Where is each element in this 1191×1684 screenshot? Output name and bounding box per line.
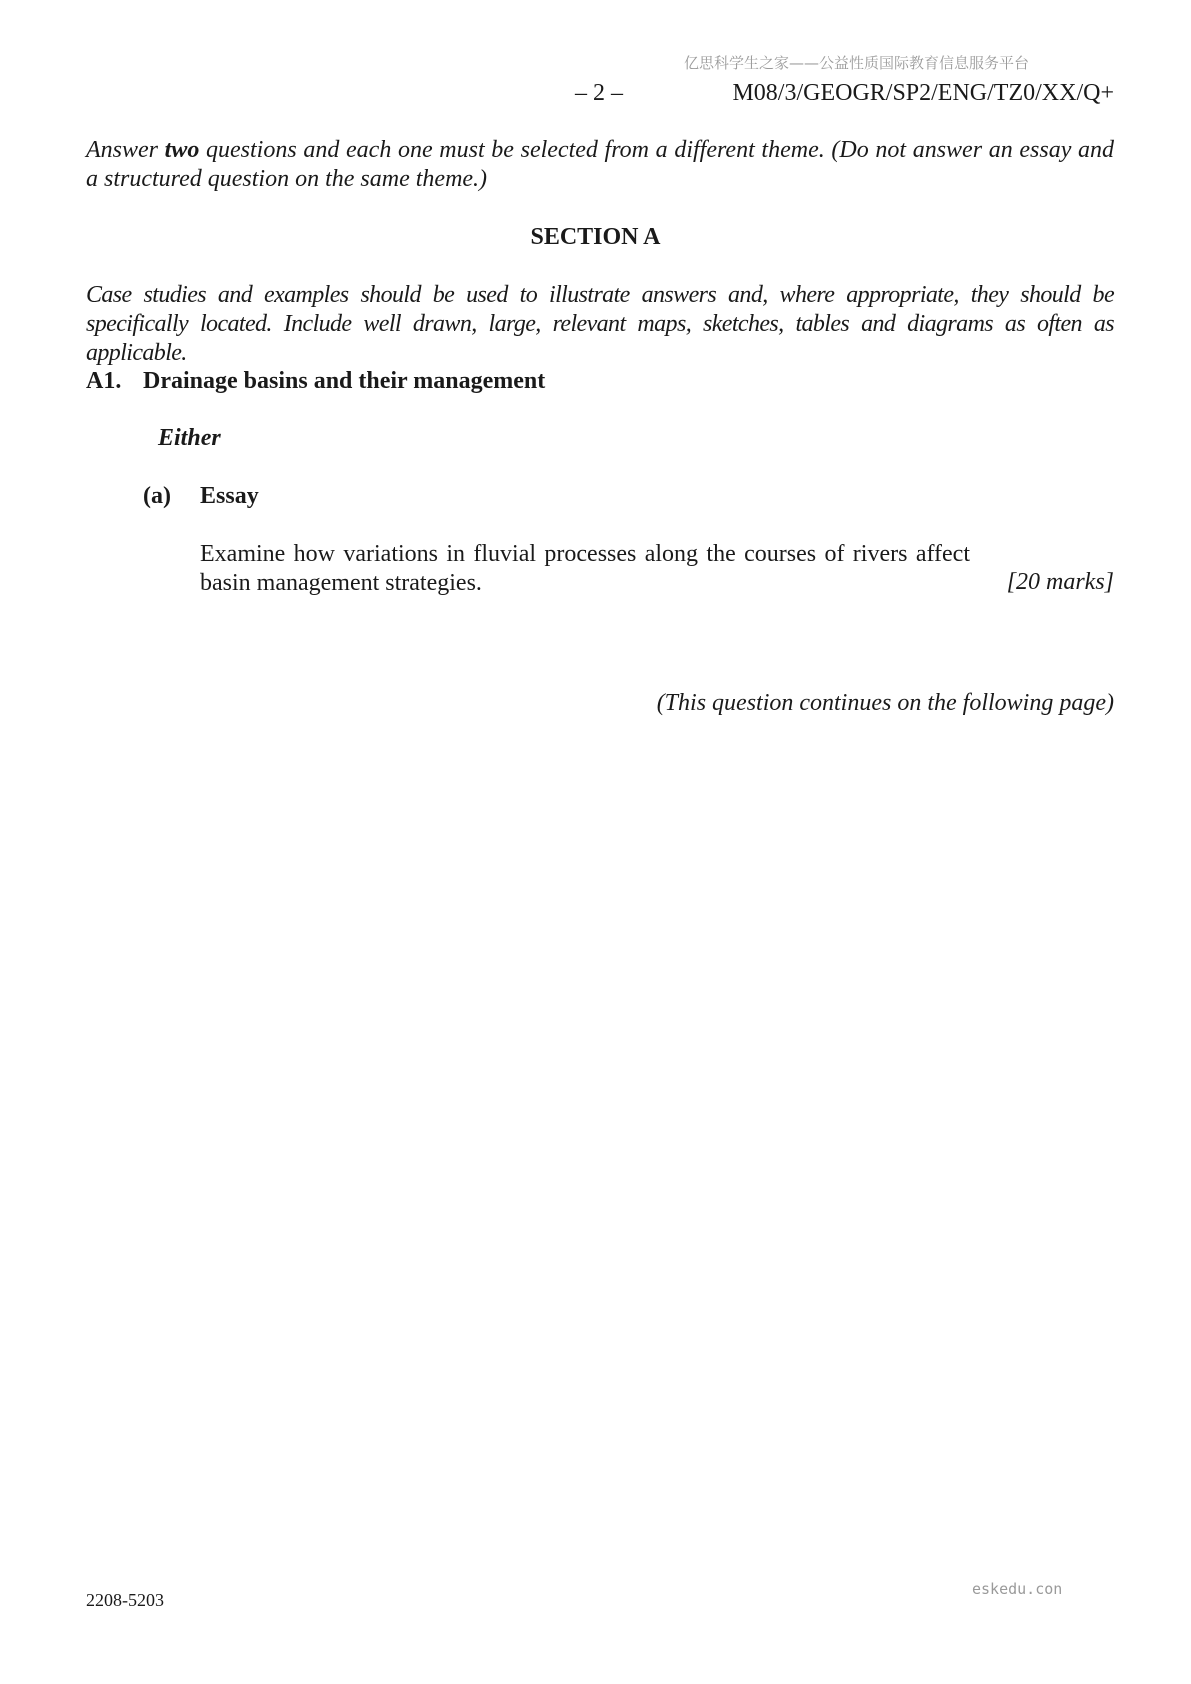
section-title: SECTION A	[530, 224, 661, 250]
part-label: (a)	[143, 483, 171, 509]
part-title: Essay	[200, 483, 259, 509]
watermark-header: 亿思科学生之家——公益性质国际教育信息服务平台	[684, 54, 1030, 72]
continues-note: (This question continues on the following page)	[656, 690, 1114, 716]
either-label: Either	[158, 425, 221, 451]
marks-label: [20 marks]	[1006, 569, 1114, 595]
instructions-text-before: Answer	[86, 137, 165, 163]
question-number: A1.	[86, 368, 122, 394]
page-number: – 2 –	[575, 80, 623, 106]
instructions-emphasis: two	[164, 137, 200, 163]
footer-code: 2208-5203	[86, 1590, 164, 1610]
watermark-footer: eskedu.con	[972, 1580, 1063, 1598]
instructions-text-after: questions and each one must be selected from a different theme. (Do not answer an essay and a structured question on the same theme.)	[86, 137, 1115, 192]
instructions	[86, 136, 1114, 194]
paper-code: M08/3/GEOGR/SP2/ENG/TZ0/XX/Q+	[732, 80, 1114, 106]
question-title: Drainage basins and their management	[143, 368, 546, 394]
essay-question-text: Examine how variations in fluvial processes along the courses of rivers affect basin management strategies.	[200, 541, 970, 596]
case-study-note: Case studies and examples should be used to illustrate answers and, where appropriate, they should be specifically located. Include well drawn, large, relevant maps, sketches, tables and diagrams as often as applicable.	[86, 282, 1114, 366]
